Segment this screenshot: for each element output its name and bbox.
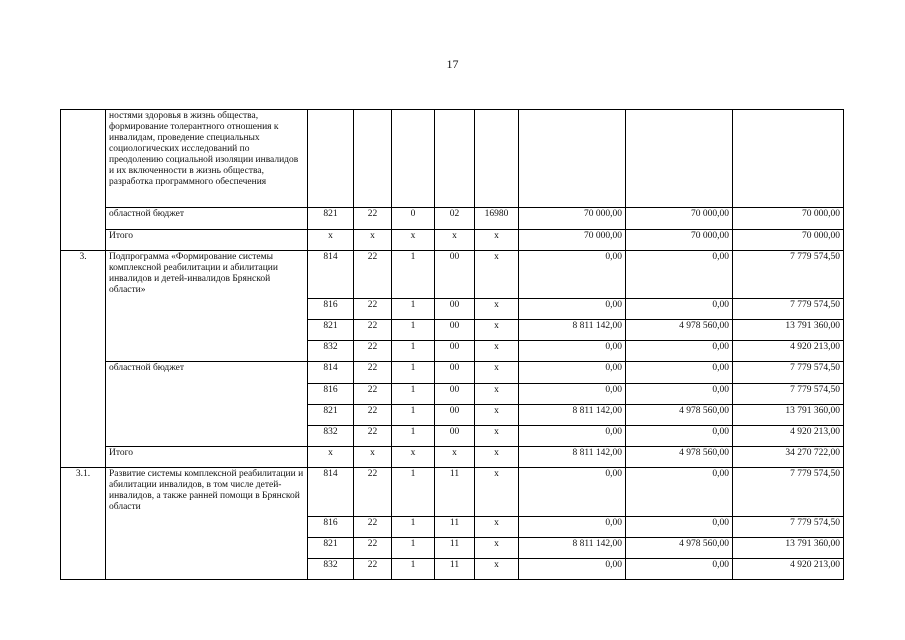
cell-year1: [519, 110, 626, 208]
cell-gp: 821: [308, 320, 354, 341]
cell-year3: 7 779 574,50: [733, 468, 844, 517]
cell-year2: 4 978 560,00: [626, 405, 733, 426]
cell-vr: х: [475, 230, 519, 251]
cell-year3: 4 920 213,00: [733, 559, 844, 580]
cell-mp: 00: [435, 320, 475, 341]
cell-mp: 11: [435, 559, 475, 580]
cell-mp: 11: [435, 517, 475, 538]
cell-rz: 22: [354, 251, 392, 299]
cell-year3: [733, 110, 844, 208]
cell-year3: 13 791 360,00: [733, 405, 844, 426]
cell-rz: [354, 110, 392, 208]
cell-mp: 00: [435, 405, 475, 426]
cell-gp: 832: [308, 559, 354, 580]
cell-year2: [626, 110, 733, 208]
cell-gp: 821: [308, 405, 354, 426]
cell-gp: 816: [308, 299, 354, 320]
cell-year2: 0,00: [626, 251, 733, 299]
cell-gp: х: [308, 230, 354, 251]
cell-year3: 34 270 722,00: [733, 447, 844, 468]
cell-gp: 832: [308, 341, 354, 362]
cell-year1: 0,00: [519, 559, 626, 580]
cell-year3: 7 779 574,50: [733, 362, 844, 384]
cell-year1: 70 000,00: [519, 208, 626, 230]
table-row: [61, 251, 844, 299]
cell-year1: 0,00: [519, 468, 626, 517]
cell-year3: 4 920 213,00: [733, 426, 844, 447]
cell-pr: 0: [392, 208, 435, 230]
cell-rz: 22: [354, 384, 392, 405]
cell-gp: 816: [308, 517, 354, 538]
cell-gp: 821: [308, 538, 354, 559]
cell-mp: 00: [435, 251, 475, 299]
cell-year3: 7 779 574,50: [733, 517, 844, 538]
cell-source: Итого: [106, 230, 308, 251]
cell-gp: 814: [308, 468, 354, 517]
table-row: [61, 208, 844, 230]
cell-vr: х: [475, 299, 519, 320]
cell-rz: 22: [354, 559, 392, 580]
table-row: [61, 362, 844, 384]
cell-year2: 0,00: [626, 362, 733, 384]
table-row: [61, 230, 844, 251]
cell-vr: х: [475, 320, 519, 341]
cell-vr: х: [475, 405, 519, 426]
cell-gp: 814: [308, 251, 354, 299]
cell-year3: 4 920 213,00: [733, 341, 844, 362]
cell-pr: 1: [392, 517, 435, 538]
cell-source: Итого: [106, 447, 308, 468]
cell-mp: 00: [435, 362, 475, 384]
cell-vr: х: [475, 341, 519, 362]
budget-table: [60, 109, 844, 580]
cell-year1: 0,00: [519, 299, 626, 320]
cell-vr: х: [475, 447, 519, 468]
cell-rz: 22: [354, 208, 392, 230]
cell-pr: 1: [392, 468, 435, 517]
cell-name: ностями здоровья в жизнь общества, формирование толерантного отношения к инвалидам, проведение специальных социологических исследований по преодолению социальной изоляции инвалидов и их включенности в жизнь общества, разработка программного обеспечения: [106, 110, 308, 208]
cell-gp: 816: [308, 384, 354, 405]
cell-num: [61, 110, 106, 251]
cell-year2: 0,00: [626, 468, 733, 517]
cell-vr: х: [475, 468, 519, 517]
cell-year2: 4 978 560,00: [626, 320, 733, 341]
cell-year2: 0,00: [626, 341, 733, 362]
cell-year3: 70 000,00: [733, 208, 844, 230]
cell-mp: 00: [435, 299, 475, 320]
cell-year1: 70 000,00: [519, 230, 626, 251]
cell-year3: 7 779 574,50: [733, 251, 844, 299]
cell-rz: 22: [354, 468, 392, 517]
cell-rz: 22: [354, 299, 392, 320]
cell-num: 3.1.: [61, 468, 106, 580]
cell-vr: х: [475, 251, 519, 299]
cell-rz: х: [354, 447, 392, 468]
cell-year1: 8 811 142,00: [519, 320, 626, 341]
cell-year1: 0,00: [519, 341, 626, 362]
cell-vr: х: [475, 517, 519, 538]
cell-pr: 1: [392, 559, 435, 580]
table-row: [61, 110, 844, 208]
cell-pr: 1: [392, 384, 435, 405]
cell-year3: 7 779 574,50: [733, 299, 844, 320]
cell-mp: х: [435, 447, 475, 468]
cell-mp: 00: [435, 384, 475, 405]
cell-year2: 4 978 560,00: [626, 447, 733, 468]
cell-pr: 1: [392, 341, 435, 362]
cell-rz: 22: [354, 538, 392, 559]
cell-mp: 02: [435, 208, 475, 230]
cell-rz: 22: [354, 405, 392, 426]
cell-rz: 22: [354, 426, 392, 447]
cell-vr: 16980: [475, 208, 519, 230]
cell-pr: 1: [392, 299, 435, 320]
cell-mp: 11: [435, 468, 475, 517]
cell-year3: 13 791 360,00: [733, 320, 844, 341]
cell-pr: 1: [392, 362, 435, 384]
cell-gp: 814: [308, 362, 354, 384]
cell-pr: [392, 110, 435, 208]
cell-vr: х: [475, 362, 519, 384]
cell-year3: 70 000,00: [733, 230, 844, 251]
cell-rz: 22: [354, 341, 392, 362]
cell-year1: 8 811 142,00: [519, 405, 626, 426]
cell-vr: х: [475, 538, 519, 559]
cell-pr: 1: [392, 405, 435, 426]
cell-year1: 0,00: [519, 384, 626, 405]
cell-vr: [475, 110, 519, 208]
cell-mp: [435, 110, 475, 208]
cell-year2: 70 000,00: [626, 230, 733, 251]
cell-gp: х: [308, 447, 354, 468]
page-number: 17: [446, 57, 459, 71]
cell-year3: 13 791 360,00: [733, 538, 844, 559]
cell-year2: 0,00: [626, 384, 733, 405]
cell-name: Подпрограмма «Формирование системы комплексной реабилитации и абилитации инвалидов и детей-инвалидов Брянской области»: [106, 251, 308, 362]
cell-year2: 70 000,00: [626, 208, 733, 230]
cell-num: 3.: [61, 251, 106, 468]
cell-gp: 821: [308, 208, 354, 230]
cell-pr: 1: [392, 251, 435, 299]
cell-year2: 0,00: [626, 299, 733, 320]
cell-pr: 1: [392, 538, 435, 559]
cell-gp: 832: [308, 426, 354, 447]
cell-source: областной бюджет: [106, 208, 308, 230]
cell-mp: х: [435, 230, 475, 251]
cell-pr: 1: [392, 320, 435, 341]
cell-mp: 11: [435, 538, 475, 559]
cell-source: областной бюджет: [106, 362, 308, 447]
cell-rz: 22: [354, 320, 392, 341]
cell-vr: х: [475, 384, 519, 405]
cell-mp: 00: [435, 426, 475, 447]
cell-pr: х: [392, 447, 435, 468]
cell-pr: 1: [392, 426, 435, 447]
cell-gp: [308, 110, 354, 208]
cell-year2: 0,00: [626, 559, 733, 580]
cell-year1: 0,00: [519, 517, 626, 538]
cell-rz: 22: [354, 517, 392, 538]
cell-year3: 7 779 574,50: [733, 384, 844, 405]
table-row: [61, 468, 844, 517]
cell-mp: 00: [435, 341, 475, 362]
cell-rz: х: [354, 230, 392, 251]
cell-year1: 8 811 142,00: [519, 447, 626, 468]
cell-year2: 4 978 560,00: [626, 538, 733, 559]
cell-year1: 0,00: [519, 251, 626, 299]
cell-vr: х: [475, 426, 519, 447]
cell-rz: 22: [354, 362, 392, 384]
cell-year1: 0,00: [519, 362, 626, 384]
cell-pr: х: [392, 230, 435, 251]
cell-year1: 0,00: [519, 426, 626, 447]
cell-vr: х: [475, 559, 519, 580]
cell-year1: 8 811 142,00: [519, 538, 626, 559]
cell-year2: 0,00: [626, 426, 733, 447]
cell-year2: 0,00: [626, 517, 733, 538]
cell-name: Развитие системы комплексной реабилитации и абилитации инвалидов, в том числе детей-инвалидов, а также ранней помощи в Брянской области: [106, 468, 308, 580]
table-row: [61, 447, 844, 468]
